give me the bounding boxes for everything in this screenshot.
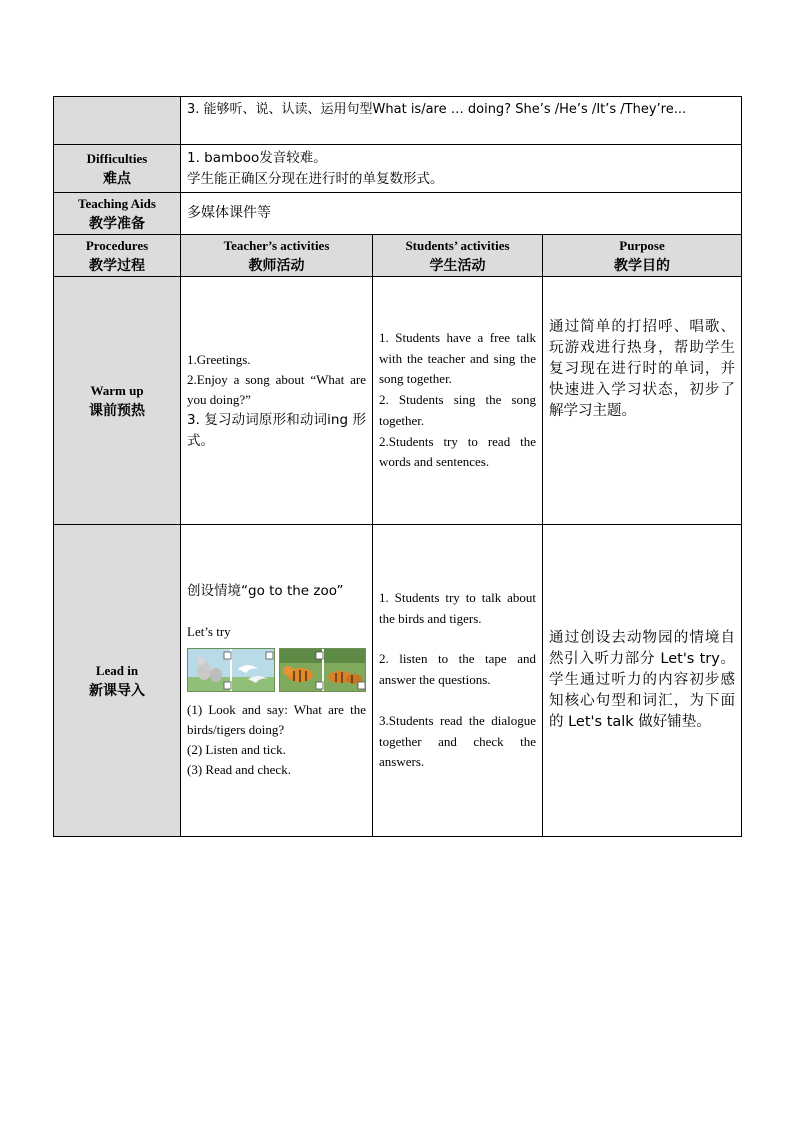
lead-in-label-zh: 新课导入 bbox=[89, 682, 145, 699]
lead-in-teacher-cell bbox=[181, 525, 373, 837]
header-procedures-en: Procedures bbox=[85, 237, 149, 253]
lead-in-purpose-cell bbox=[543, 525, 742, 837]
warm-up-label bbox=[54, 277, 181, 525]
warm-up-students-cell bbox=[373, 277, 543, 525]
header-procedures-zh: 教学过程 bbox=[89, 257, 145, 274]
warm-up-purpose: 通过简单的打招呼、唱歌、玩游戏进行热身，帮助学生复习现在进行时的单词，并快速进入学习状态，初步了解学习主题。 bbox=[549, 319, 736, 419]
objectives-text: 3. 能够听、说、认读、运用句型What is/are … doing? She’s /He’s /It’s /They’re... bbox=[187, 102, 687, 117]
warm-up-teacher-2: 2.Enjoy a song about “What are you doing?” bbox=[187, 371, 366, 407]
lead-in-label-en: Lead in bbox=[95, 662, 139, 678]
header-students-en: Students’ activities bbox=[405, 237, 510, 253]
lead-in-step-3: (3) Read and check. bbox=[187, 762, 291, 777]
difficulties-row bbox=[54, 145, 742, 193]
warm-up-teacher-1: 1.Greetings. bbox=[187, 351, 251, 367]
warm-up-student-3: 2.Students try to read the words and sentences. bbox=[379, 433, 536, 470]
lead-in-student-3: 3.Students read the dialogue together and check the answers. bbox=[379, 712, 536, 770]
difficulty-line-2: 学生能正确区分现在进行时的单复数形式。 bbox=[187, 170, 444, 187]
warm-up-label-en: Warm up bbox=[90, 382, 144, 398]
objectives-cell bbox=[181, 97, 742, 145]
lead-in-lets-try: Let’s try bbox=[187, 624, 231, 639]
lets-try-images bbox=[187, 648, 366, 692]
warm-up-student-1: 1. Students have a free talk with the teacher and sing the song together. bbox=[379, 329, 536, 387]
teaching-aids-cell bbox=[181, 193, 742, 235]
teaching-aids-label-en: Teaching Aids bbox=[78, 195, 156, 211]
procedure-header-row bbox=[54, 235, 742, 277]
header-purpose-en: Purpose bbox=[619, 237, 665, 253]
teaching-aids-value: 多媒体课件等 bbox=[187, 205, 271, 221]
header-procedures bbox=[54, 235, 181, 277]
warm-up-student-2: 2. Students sing the song together. bbox=[379, 392, 536, 428]
header-teacher-en: Teacher’s activities bbox=[223, 237, 330, 253]
difficulties-label bbox=[54, 145, 181, 193]
warm-up-label-zh: 课前预热 bbox=[89, 402, 145, 419]
header-teacher-zh: 教师活动 bbox=[248, 257, 305, 274]
birds-image bbox=[187, 648, 275, 692]
lead-in-step-1: (1) Look and say: What are the birds/tigers doing? bbox=[187, 702, 366, 737]
warm-up-teacher-cell bbox=[181, 277, 373, 525]
objectives-label-cell bbox=[54, 97, 181, 145]
warm-up-teacher-3: 3. 复习动词原形和动词ing 形式。 bbox=[187, 411, 366, 449]
header-students-zh: 学生活动 bbox=[429, 257, 486, 274]
difficulties-label-en: Difficulties bbox=[86, 150, 148, 166]
difficulties-cell bbox=[181, 145, 742, 193]
lead-in-purpose: 通过创设去动物园的情境自然引入听力部分 Let's try。学生通过听力的内容初步感知核心句型和词汇，为下面的 Let's talk 做好铺垫。 bbox=[549, 630, 736, 730]
lead-in-student-2: 2. listen to the tape and answer the questions. bbox=[379, 651, 536, 688]
teaching-aids-row bbox=[54, 193, 742, 235]
lead-in-label bbox=[54, 525, 181, 837]
teaching-aids-label bbox=[54, 193, 181, 235]
lead-in-students-cell bbox=[373, 525, 543, 837]
difficulties-label-zh: 难点 bbox=[103, 170, 131, 187]
warm-up-purpose-cell bbox=[543, 277, 742, 525]
lesson-plan-table bbox=[53, 96, 742, 837]
lead-in-row bbox=[54, 525, 742, 837]
lead-in-intro: 创设情境“go to the zoo” bbox=[187, 583, 344, 599]
objectives-row bbox=[54, 97, 742, 145]
header-purpose bbox=[543, 235, 742, 277]
header-teacher bbox=[181, 235, 373, 277]
lead-in-student-1: 1. Students try to talk about the birds and tigers. bbox=[379, 589, 536, 626]
tigers-image bbox=[279, 648, 367, 692]
lead-in-step-2: (2) Listen and tick. bbox=[187, 742, 286, 757]
teaching-aids-label-zh: 教学准备 bbox=[89, 215, 145, 232]
header-purpose-zh: 教学目的 bbox=[614, 257, 670, 274]
warm-up-row bbox=[54, 277, 742, 525]
header-students bbox=[373, 235, 543, 277]
difficulty-line-1: 1. bamboo发音较难。 bbox=[187, 149, 327, 166]
